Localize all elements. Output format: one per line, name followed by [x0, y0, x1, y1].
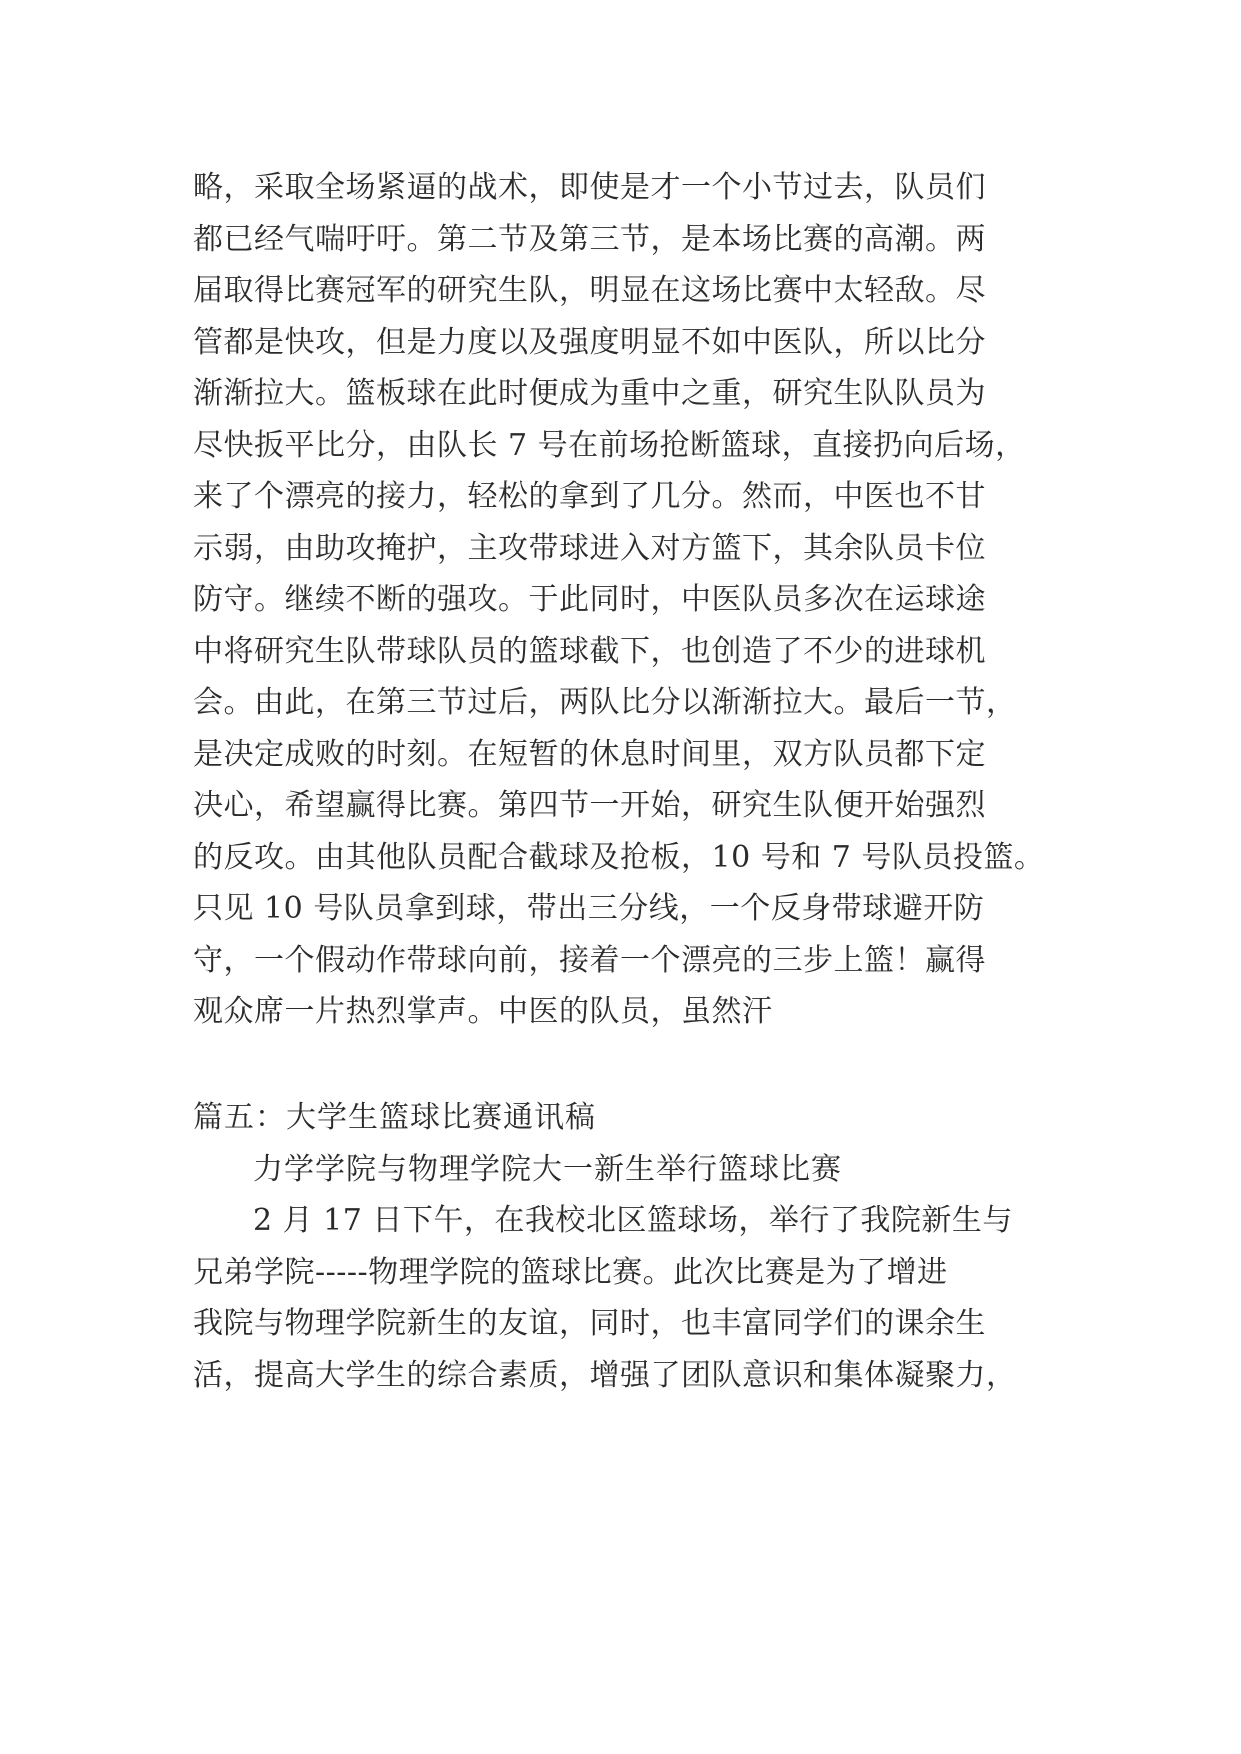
body-text-line: 只见 10 号队员拿到球，带出三分线，一个反身带球避开防 — [193, 891, 985, 926]
body-text-line: 活，提高大学生的综合素质，增强了团队意识和集体凝聚力， — [193, 1358, 1017, 1393]
body-text-line: 观众席一片热烈掌声。中医的队员，虽然汗 — [193, 994, 773, 1029]
body-text-line: 示弱，由助攻掩护，主攻带球进入对方篮下，其余队员卡位 — [193, 531, 986, 566]
body-text-line: 会。由此，在第三节过后，两队比分以渐渐拉大。最后一节， — [193, 685, 1017, 720]
body-text-line: 我院与物理学院新生的友谊，同时，也丰富同学们的课余生 — [193, 1306, 986, 1341]
body-text-line: 尽快扳平比分，由队长 7 号在前场抢断篮球，直接扔向后场， — [193, 428, 1026, 463]
article-title: 力学学院与物理学院大一新生举行篮球比赛 — [253, 1152, 842, 1187]
body-text-line: 的反攻。由其他队员配合截球及抢板，10 号和 7 号队员投篮。 — [193, 840, 1045, 875]
body-text-line: 兄弟学院-----物理学院的篮球比赛。此次比赛是为了增进 — [193, 1255, 948, 1290]
body-text-line: 中将研究生队带球队员的篮球截下，也创造了不少的进球机 — [193, 634, 986, 669]
body-text-line: 都已经气喘吁吁。第二节及第三节，是本场比赛的高潮。两 — [193, 222, 986, 257]
section-heading: 篇五：大学生篮球比赛通讯稿 — [193, 1100, 596, 1135]
body-text-line: 渐渐拉大。篮板球在此时便成为重中之重，研究生队队员为 — [193, 376, 986, 411]
body-text-line: 来了个漂亮的接力，轻松的拿到了几分。然而，中医也不甘 — [193, 479, 986, 514]
body-text-line: 2 月 17 日下午，在我校北区篮球场，举行了我院新生与 — [253, 1203, 1013, 1238]
body-text-line: 决心，希望赢得比赛。第四节一开始，研究生队便开始强烈 — [193, 788, 986, 823]
body-text-line: 管都是快攻，但是力度以及强度明显不如中医队，所以比分 — [193, 325, 986, 360]
body-text-line: 是决定成败的时刻。在短暂的休息时间里，双方队员都下定 — [193, 737, 986, 772]
body-text-line: 守，一个假动作带球向前，接着一个漂亮的三步上篮！赢得 — [193, 943, 986, 978]
body-text-line: 届取得比赛冠军的研究生队，明显在这场比赛中太轻敌。尽 — [193, 273, 986, 308]
body-text-line: 防守。继续不断的强攻。于此同时，中医队员多次在运球途 — [193, 582, 986, 617]
body-text-line: 略，采取全场紧逼的战术，即使是才一个小节过去，队员们 — [193, 170, 986, 205]
